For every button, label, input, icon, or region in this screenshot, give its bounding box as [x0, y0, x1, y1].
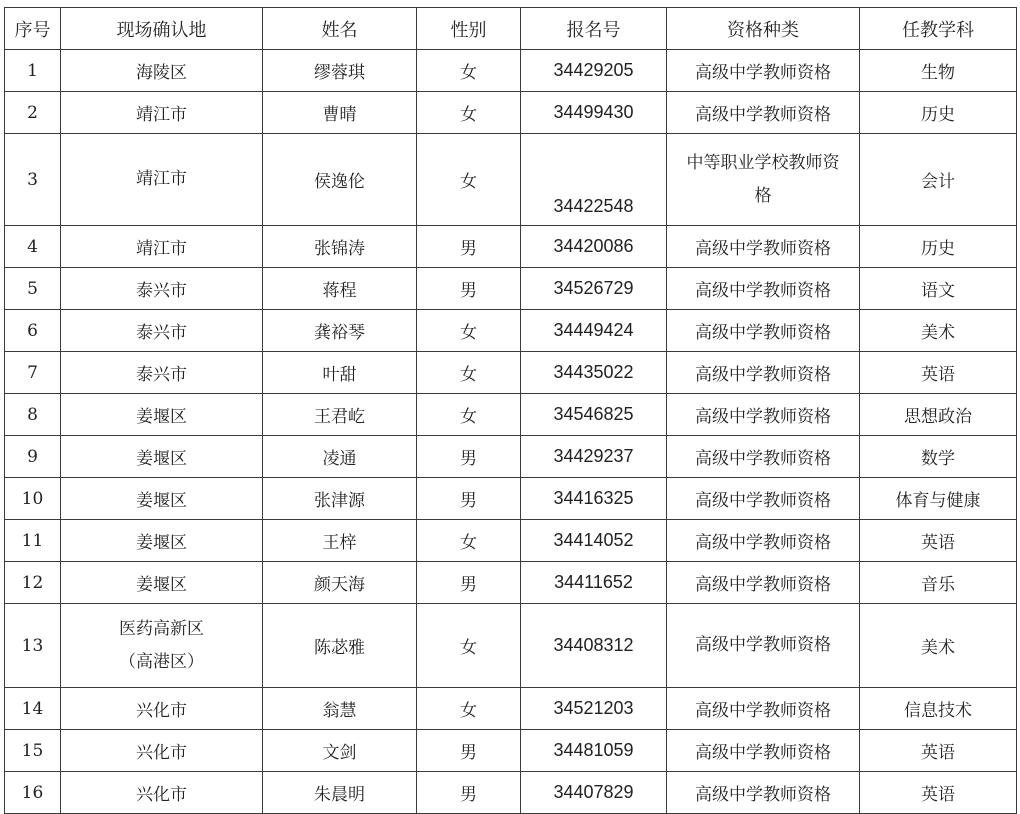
cell-reg: 34435022	[521, 352, 667, 394]
cell-subject: 历史	[860, 226, 1017, 268]
cell-place: 泰兴市	[61, 352, 263, 394]
cell-qual: 高级中学教师资格	[667, 436, 860, 478]
cell-subject: 信息技术	[860, 688, 1017, 730]
table-row	[5, 268, 1017, 310]
cell-no: 5	[5, 268, 61, 310]
cell-name: 张津源	[263, 478, 417, 520]
cell-name: 翁慧	[263, 688, 417, 730]
cell-name: 缪蓉琪	[263, 50, 417, 92]
header-row	[5, 8, 1017, 50]
header-qual: 资格种类	[667, 8, 860, 50]
cell-gender: 男	[417, 730, 521, 772]
cell-name: 凌通	[263, 436, 417, 478]
table-row	[5, 520, 1017, 562]
cell-subject: 美术	[860, 604, 1017, 688]
cell-place: 泰兴市	[61, 268, 263, 310]
cell-reg: 34499430	[521, 92, 667, 134]
cell-subject: 生物	[860, 50, 1017, 92]
cell-name: 陈苾雅	[263, 604, 417, 688]
header-reg: 报名号	[521, 8, 667, 50]
cell-subject: 数学	[860, 436, 1017, 478]
table-row	[5, 730, 1017, 772]
table-row	[5, 50, 1017, 92]
cell-gender: 女	[417, 50, 521, 92]
cell-reg: 34420086	[521, 226, 667, 268]
cell-reg: 34411652	[521, 562, 667, 604]
cell-gender: 女	[417, 688, 521, 730]
cell-name: 侯逸伦	[263, 134, 417, 226]
cell-name: 张锦涛	[263, 226, 417, 268]
cell-name: 蒋程	[263, 268, 417, 310]
cell-no: 7	[5, 352, 61, 394]
cell-gender: 男	[417, 436, 521, 478]
table-row	[5, 394, 1017, 436]
header-no: 序号	[5, 8, 61, 50]
cell-qual: 高级中学教师资格	[667, 772, 860, 814]
cell-place: 兴化市	[61, 688, 263, 730]
cell-subject: 英语	[860, 730, 1017, 772]
cell-name: 文剑	[263, 730, 417, 772]
cell-reg: 34521203	[521, 688, 667, 730]
cell-place: 姜堰区	[61, 478, 263, 520]
cell-qual: 高级中学教师资格	[667, 268, 860, 310]
cell-reg: 34414052	[521, 520, 667, 562]
table-row	[5, 226, 1017, 268]
cell-qual: 高级中学教师资格	[667, 310, 860, 352]
table-row	[5, 134, 1017, 226]
table-row	[5, 436, 1017, 478]
cell-place: 姜堰区	[61, 394, 263, 436]
cell-qual: 高级中学教师资格	[667, 92, 860, 134]
header-gender: 性别	[417, 8, 521, 50]
teacher-qualification-table	[4, 7, 1017, 814]
cell-gender: 女	[417, 394, 521, 436]
cell-subject: 英语	[860, 520, 1017, 562]
cell-name: 王君屹	[263, 394, 417, 436]
cell-subject: 英语	[860, 352, 1017, 394]
cell-place: 兴化市	[61, 772, 263, 814]
cell-gender: 女	[417, 352, 521, 394]
cell-place: 海陵区	[61, 50, 263, 92]
cell-qual: 高级中学教师资格	[667, 50, 860, 92]
cell-no: 3	[5, 134, 61, 226]
cell-place: 靖江市	[61, 226, 263, 268]
cell-reg: 34429237	[521, 436, 667, 478]
table-row	[5, 92, 1017, 134]
cell-no: 15	[5, 730, 61, 772]
cell-no: 1	[5, 50, 61, 92]
cell-subject: 语文	[860, 268, 1017, 310]
cell-qual: 高级中学教师资格	[667, 478, 860, 520]
cell-name: 龚裕琴	[263, 310, 417, 352]
cell-qual: 高级中学教师资格	[667, 520, 860, 562]
cell-reg: 34449424	[521, 310, 667, 352]
cell-gender: 女	[417, 604, 521, 688]
cell-gender: 女	[417, 134, 521, 226]
cell-no: 12	[5, 562, 61, 604]
cell-subject: 英语	[860, 772, 1017, 814]
cell-no: 16	[5, 772, 61, 814]
cell-reg: 34407829	[521, 772, 667, 814]
table-row	[5, 478, 1017, 520]
header-subject: 任教学科	[860, 8, 1017, 50]
cell-place: 靖江市	[61, 134, 263, 226]
cell-place: 靖江市	[61, 92, 263, 134]
cell-no: 2	[5, 92, 61, 134]
table-row	[5, 604, 1017, 688]
cell-gender: 女	[417, 310, 521, 352]
cell-qual: 高级中学教师资格	[667, 394, 860, 436]
cell-gender: 男	[417, 268, 521, 310]
header-name: 姓名	[263, 8, 417, 50]
cell-subject: 音乐	[860, 562, 1017, 604]
cell-place: 姜堰区	[61, 562, 263, 604]
cell-gender: 女	[417, 520, 521, 562]
cell-reg: 34422548	[521, 134, 667, 226]
cell-no: 6	[5, 310, 61, 352]
cell-place: 姜堰区	[61, 436, 263, 478]
cell-qual: 高级中学教师资格	[667, 352, 860, 394]
cell-reg: 34546825	[521, 394, 667, 436]
cell-no: 4	[5, 226, 61, 268]
cell-name: 朱晨明	[263, 772, 417, 814]
cell-gender: 男	[417, 226, 521, 268]
cell-qual: 高级中学教师资格	[667, 730, 860, 772]
table-row	[5, 310, 1017, 352]
cell-reg: 34416325	[521, 478, 667, 520]
cell-name: 颜天海	[263, 562, 417, 604]
cell-reg: 34429205	[521, 50, 667, 92]
cell-gender: 男	[417, 772, 521, 814]
cell-qual: 高级中学教师资格	[667, 604, 860, 688]
cell-subject: 会计	[860, 134, 1017, 226]
cell-gender: 女	[417, 92, 521, 134]
cell-gender: 男	[417, 562, 521, 604]
cell-reg: 34526729	[521, 268, 667, 310]
cell-no: 9	[5, 436, 61, 478]
cell-reg: 34408312	[521, 604, 667, 688]
cell-name: 叶甜	[263, 352, 417, 394]
cell-subject: 体育与健康	[860, 478, 1017, 520]
table-row	[5, 562, 1017, 604]
cell-name: 王梓	[263, 520, 417, 562]
cell-qual: 中等职业学校教师资 格	[667, 134, 860, 226]
cell-no: 11	[5, 520, 61, 562]
cell-no: 8	[5, 394, 61, 436]
cell-place: 兴化市	[61, 730, 263, 772]
cell-gender: 男	[417, 478, 521, 520]
table-row	[5, 772, 1017, 814]
cell-place: 泰兴市	[61, 310, 263, 352]
cell-qual: 高级中学教师资格	[667, 226, 860, 268]
table-row	[5, 688, 1017, 730]
cell-no: 10	[5, 478, 61, 520]
cell-reg: 34481059	[521, 730, 667, 772]
cell-no: 13	[5, 604, 61, 688]
cell-subject: 美术	[860, 310, 1017, 352]
header-place: 现场确认地	[61, 8, 263, 50]
cell-qual: 高级中学教师资格	[667, 688, 860, 730]
cell-qual: 高级中学教师资格	[667, 562, 860, 604]
cell-name: 曹晴	[263, 92, 417, 134]
table-row	[5, 352, 1017, 394]
cell-place: 姜堰区	[61, 520, 263, 562]
cell-subject: 历史	[860, 92, 1017, 134]
cell-no: 14	[5, 688, 61, 730]
cell-place: 医药高新区 （高港区）	[61, 604, 263, 688]
cell-subject: 思想政治	[860, 394, 1017, 436]
